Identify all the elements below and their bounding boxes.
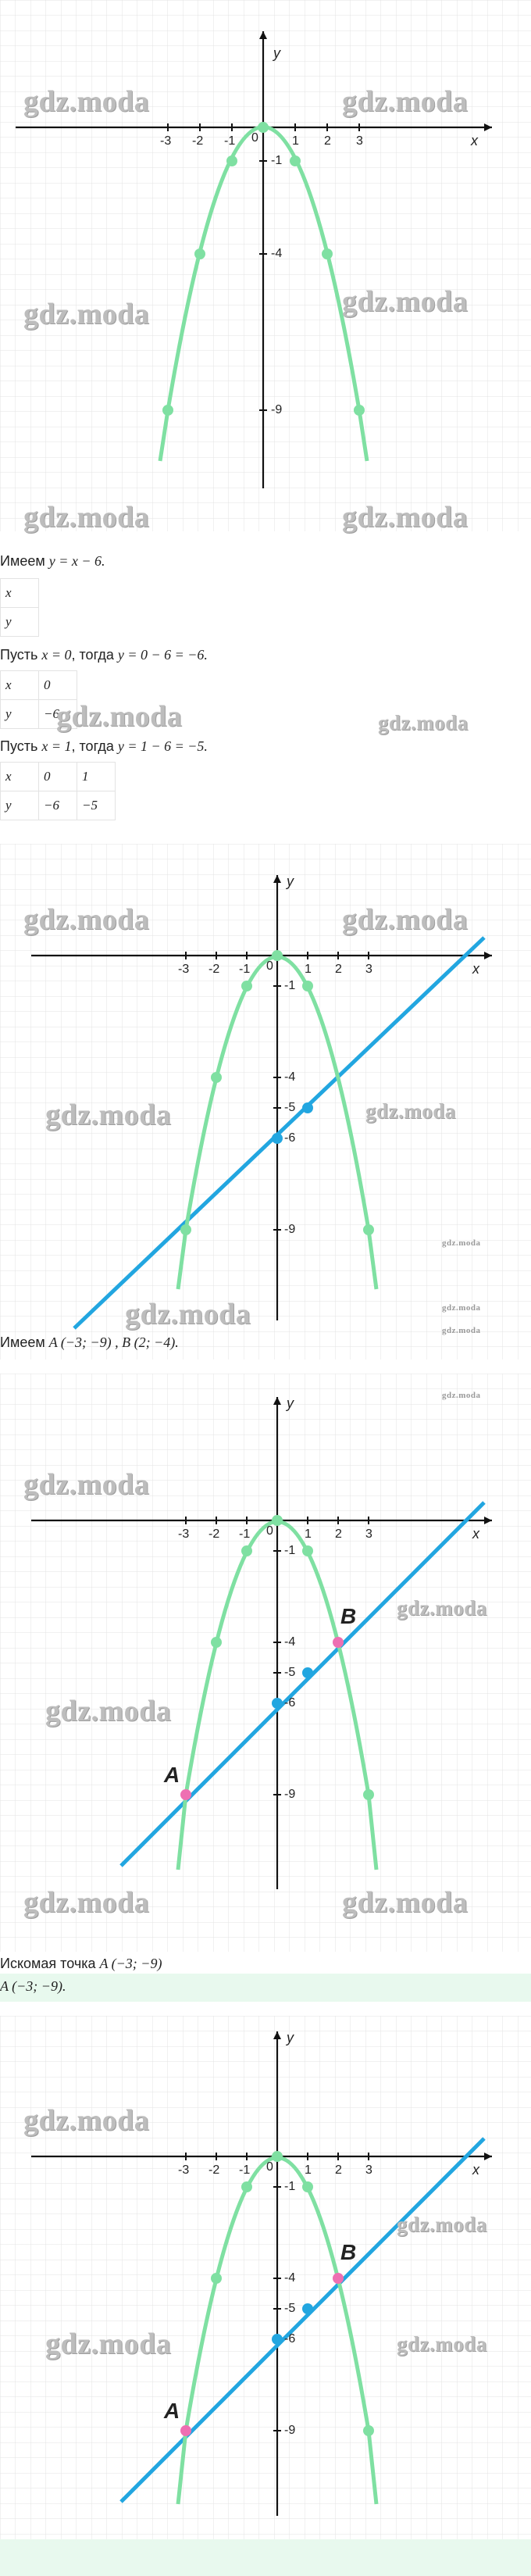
watermark: gdz.moda	[23, 1468, 150, 1501]
let-x1-text: Пусть x = 1, тогда y = 1 − 6 = −5.	[0, 738, 208, 754]
tick-label: 3	[356, 134, 363, 148]
watermark: gdz.moda	[442, 1391, 481, 1400]
x-axis-label: x	[471, 133, 478, 148]
value-table-empty	[0, 578, 39, 637]
tick-label: -1	[284, 1544, 296, 1557]
graph-intersections-svg	[0, 1374, 531, 1952]
watermark: gdz.moda	[342, 85, 469, 118]
graph-answer-svg	[0, 2016, 531, 2539]
tick-label: 3	[365, 2163, 372, 2177]
table-cell: x	[1, 579, 39, 608]
tick-label: -1	[224, 134, 236, 148]
tick-label: 3	[365, 1527, 372, 1541]
watermark: gdz.moda	[442, 1238, 481, 1248]
have-points-text: Имеем A (−3; −9) , B (2; −4).	[0, 1334, 179, 1350]
tick-label: -4	[271, 247, 283, 260]
tick-label: -4	[284, 1070, 296, 1084]
tick-label: 2	[335, 963, 342, 976]
tick-label: 2	[335, 1527, 342, 1541]
graph-parabola-svg	[0, 0, 531, 531]
table-cell: −5	[77, 791, 116, 820]
tick-label: -9	[284, 1788, 296, 1801]
watermark: gdz.moda	[378, 711, 469, 734]
sought-point-text: Искомая точка A (−3; −9)	[0, 1956, 162, 1971]
tick-label: -9	[271, 403, 283, 416]
value-table-2	[0, 762, 116, 820]
watermark: gdz.moda	[442, 1326, 481, 1335]
tick-label: -9	[284, 2424, 296, 2437]
y-axis-label: y	[273, 45, 280, 61]
point-a-label: A	[164, 1763, 180, 1787]
watermark: gdz.moda	[23, 1886, 150, 1919]
tick-label: -6	[284, 1696, 296, 1710]
origin-label: 0	[266, 2160, 273, 2174]
intersection-b-point	[333, 2273, 344, 2284]
watermark: gdz.moda	[125, 1298, 251, 1331]
table-cell: y	[1, 700, 39, 729]
tick-label: -6	[284, 1131, 296, 1145]
tick-label: -1	[239, 963, 251, 976]
table-cell: −6	[39, 700, 77, 729]
y-axis-label: y	[287, 1395, 294, 1411]
y-axis-label: y	[287, 874, 294, 889]
table-cell: −6	[39, 791, 77, 820]
x-axis-label: x	[472, 961, 479, 977]
tick-label: -4	[284, 1635, 296, 1649]
tick-label: -3	[178, 2163, 190, 2177]
tick-label: -2	[208, 963, 220, 976]
answer-text: A (−3; −9).	[0, 1978, 66, 1994]
intersection-a-point	[180, 1789, 191, 1800]
table-cell: 1	[77, 763, 116, 791]
tick-label: 1	[305, 2163, 312, 2177]
tick-label: 3	[365, 963, 372, 976]
tick-label: -2	[208, 2163, 220, 2177]
watermark: gdz.moda	[342, 903, 469, 936]
tick-label: 1	[305, 1527, 312, 1541]
watermark: gdz.moda	[397, 2332, 487, 2356]
tick-label: -5	[284, 1666, 296, 1679]
table-cell: y	[1, 608, 39, 637]
y-axis-label: y	[287, 2030, 294, 2045]
table-cell: x	[1, 671, 39, 700]
tick-label: -3	[178, 1527, 190, 1541]
tick-label: 1	[305, 963, 312, 976]
tick-label: -6	[284, 2332, 296, 2346]
graph-answer	[0, 2016, 531, 2539]
tick-label: -1	[284, 979, 296, 992]
x-axis-label: x	[472, 2162, 479, 2178]
point-b-label: B	[340, 2240, 357, 2264]
tick-label: -3	[160, 134, 172, 148]
watermark: gdz.moda	[56, 700, 183, 733]
table-cell: 0	[39, 763, 77, 791]
tick-label: 2	[335, 2163, 342, 2177]
watermark: gdz.moda	[23, 2104, 150, 2137]
point-a-label: A	[164, 2399, 180, 2423]
tick-label: -2	[208, 1527, 220, 1541]
tick-label: -5	[284, 2302, 296, 2315]
origin-label: 0	[266, 959, 273, 973]
watermark: gdz.moda	[397, 2213, 487, 2236]
watermark: gdz.moda	[23, 298, 150, 330]
watermark: gdz.moda	[342, 1886, 469, 1919]
tick-label: -1	[239, 1527, 251, 1541]
origin-label: 0	[251, 131, 258, 145]
tick-label: -1	[239, 2163, 251, 2177]
watermark: gdz.moda	[45, 1099, 172, 1131]
watermark: gdz.moda	[397, 1596, 487, 1620]
graph-parabola	[0, 0, 531, 534]
graph-intersections	[0, 1374, 531, 1952]
table-cell: 0	[39, 671, 77, 700]
tick-label: -1	[271, 154, 283, 167]
intersection-b-point	[333, 1637, 344, 1648]
watermark: gdz.moda	[342, 501, 469, 534]
watermark: gdz.moda	[23, 903, 150, 936]
graph-parabola-line	[0, 844, 531, 1359]
let-x0-text: Пусть x = 0, тогда y = 0 − 6 = −6.	[0, 647, 208, 663]
origin-label: 0	[266, 1524, 273, 1538]
point-b-label: B	[340, 1604, 357, 1628]
tick-label: -3	[178, 963, 190, 976]
tick-label: 1	[292, 134, 299, 148]
tick-label: -5	[284, 1101, 296, 1114]
x-axis-label: x	[472, 1526, 479, 1542]
intersection-a-point	[180, 2425, 191, 2436]
tick-label: 2	[324, 134, 331, 148]
tick-label: -1	[284, 2180, 296, 2193]
have-line-text: Имеем y = x − 6.	[0, 553, 105, 569]
watermark: gdz.moda	[45, 1695, 172, 1727]
watermark: gdz.moda	[23, 501, 150, 534]
answer-box-bottom	[0, 2539, 531, 2576]
watermark: gdz.moda	[342, 285, 469, 318]
table-cell: y	[1, 791, 39, 820]
watermark: gdz.moda	[23, 85, 150, 118]
watermark: gdz.moda	[365, 1099, 456, 1123]
answer-box	[0, 1974, 531, 2002]
tick-label: -2	[192, 134, 204, 148]
watermark: gdz.moda	[442, 1303, 481, 1313]
tick-label: -9	[284, 1223, 296, 1236]
tick-label: -4	[284, 2271, 296, 2285]
watermark: gdz.moda	[45, 2328, 172, 2360]
table-cell: x	[1, 763, 39, 791]
